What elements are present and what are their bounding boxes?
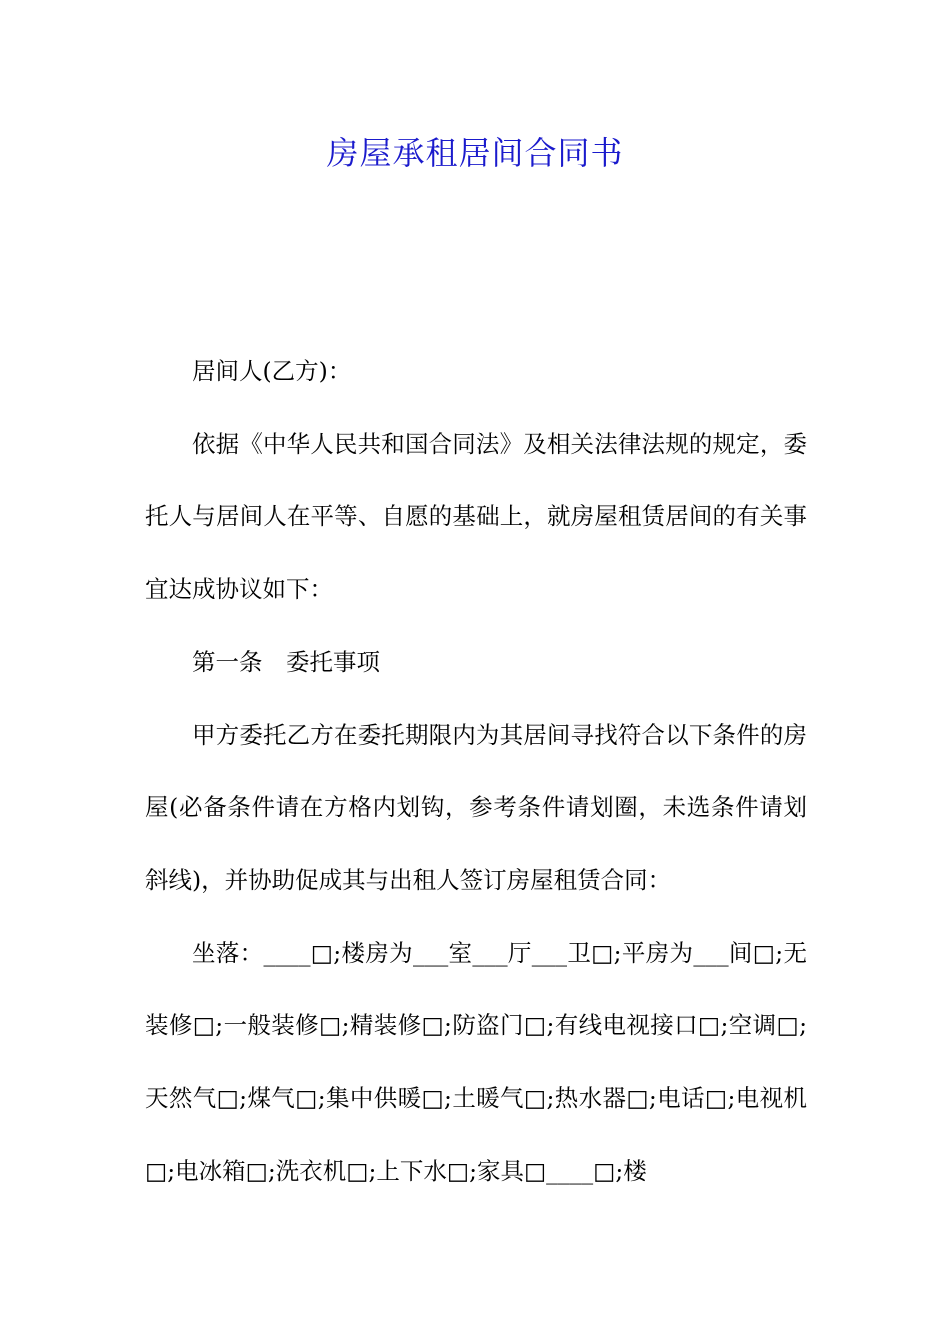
preamble-paragraph: 依据《中华人民共和国合同法》及相关法律法规的规定，委托人与居间人在平等、自愿的基础上，就房屋租赁居间的有关事宜达成协议如下：	[145, 429, 807, 604]
property-conditions-paragraph: 坐落：____□;楼房为___室___厅___卫□;平房为___间□;无装修□;一般装修□;精装修□;防盗门□;有线电视接口□;空调□;天然气□;煤气□;集中供暖□;土暖气□;热水器□;电话□;电视机□;电冰箱□;洗衣机□;上下水□;家具□____□;楼	[145, 938, 807, 1185]
document-title: 房屋承租居间合同书	[326, 134, 624, 172]
party-b-line: 居间人(乙方)：	[192, 357, 352, 385]
article-1-heading: 第一条 委托事项	[192, 647, 380, 676]
commission-paragraph: 甲方委托乙方在委托期限内为其居间寻找符合以下条件的房屋(必备条件请在方格内划钩，参考条件请划圈，未选条件请划斜线)，并协助促成其与出租人签订房屋租赁合同：	[145, 720, 807, 894]
document-body	[145, 335, 807, 1207]
